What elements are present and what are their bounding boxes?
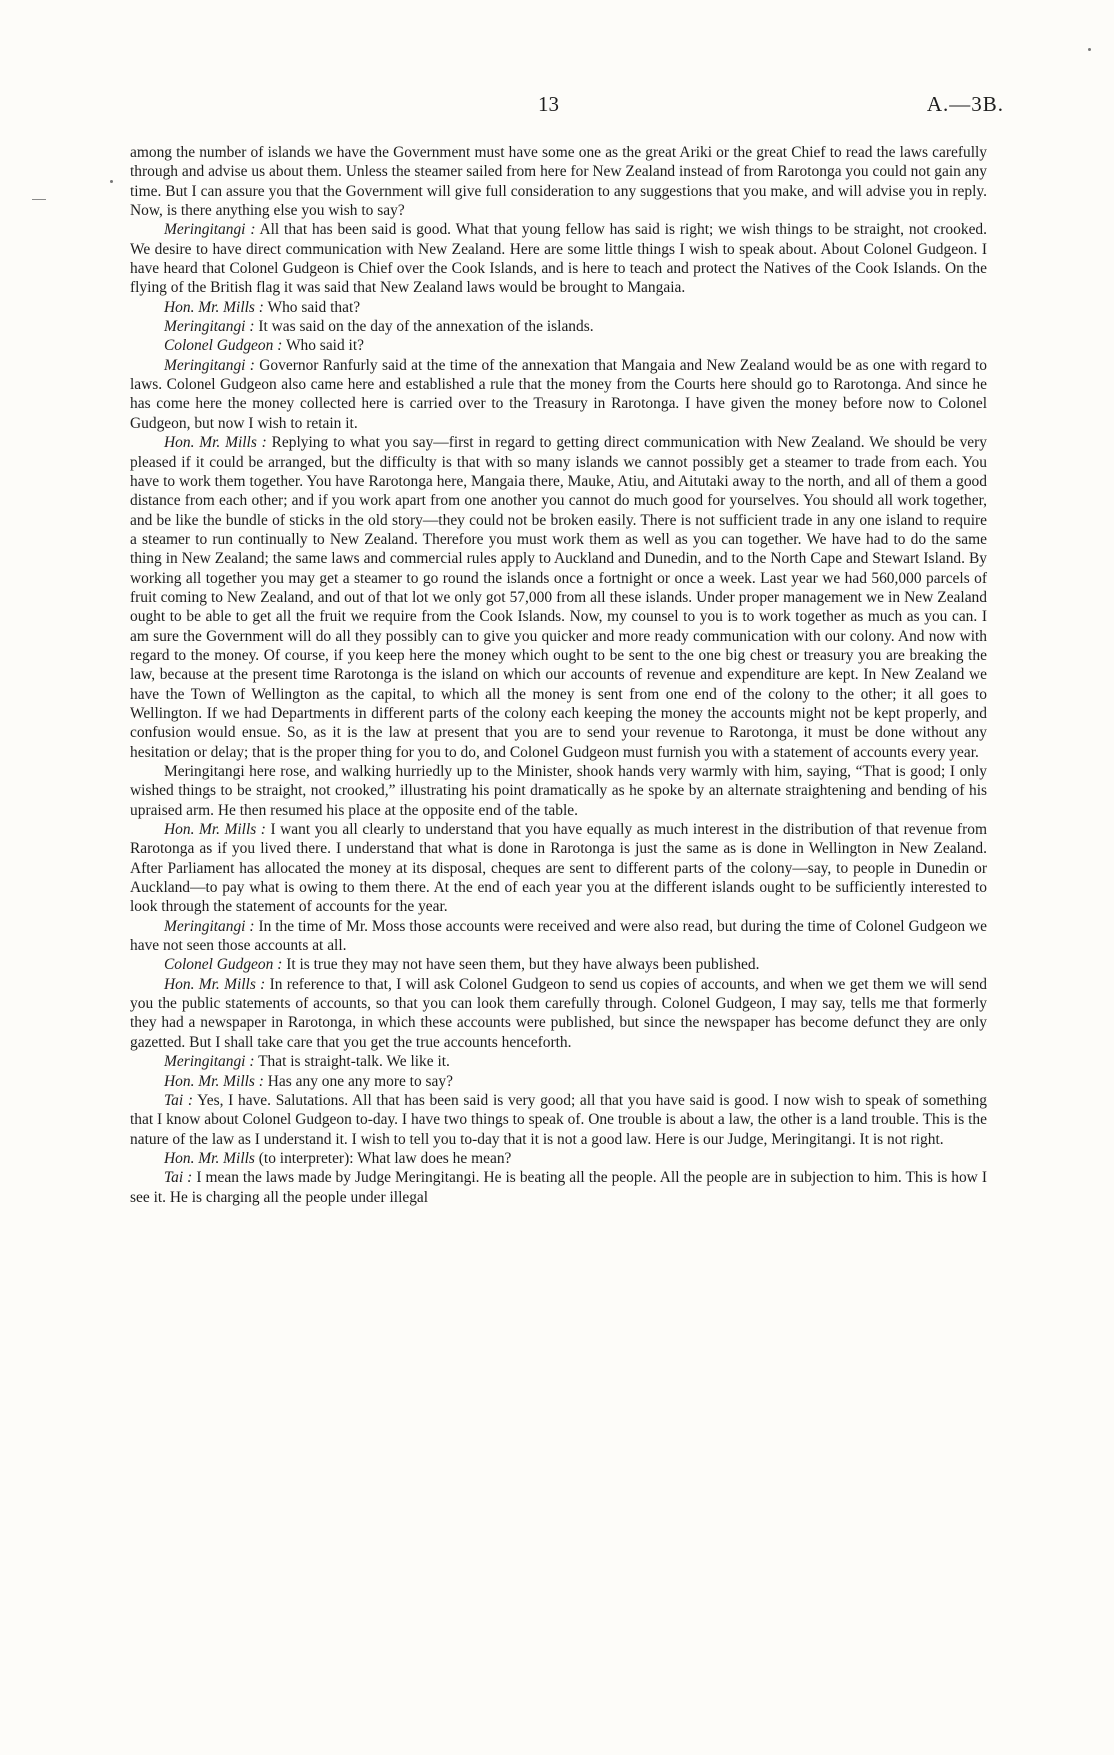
paragraph-text: (to interpreter): What law does he mean?: [258, 1149, 512, 1167]
body-text: [130, 143, 987, 1207]
paragraph-text: It was said on the day of the annexation of the islands.: [258, 318, 594, 336]
speaker-label: Hon. Mr. Mills :: [164, 821, 266, 839]
scan-speck: [110, 180, 113, 183]
paragraph-6: [130, 433, 987, 762]
paragraph-16: [130, 1168, 987, 1207]
paragraph-13: [130, 1072, 987, 1091]
paragraph-text: Replying to what you say—first in regard to getting direct communication with New Zealand. We should be very pleased if it could be arranged, but the difficulty is that with so many islands we cannot possibly get a steamer to trade from each. You have to work them together. You have Rarotonga here, Mangaia there, Mauke, Atiu, and Aitutaki away to the north, and all of them a good distance from each other; and if you work apart from one another you cannot do much good for yourselves. You should all work together, and be like the bundle of sticks in the old story—they could not be broken easily. There is not sufficient trade in any one island to require a steamer to run continually to New Zealand. Therefore you must work them as well as you can together. We have had to do the same thing in New Zealand; the same laws and commercial rules apply to Auckland and Dunedin, and to the North Cape and Stewart Island. By working all together you may get a steamer to go round the islands once a fortnight or once a week. Last year we had 560,000 parcels of fruit coming to New Zealand, and out of that lot we only got 57,000 from all these islands. Under proper management we in New Zealand ought to be able to get all the fruit we require from the Cook Islands. Now, my counsel to you is to work together as much as you can. I am sure the Government will do all they possibly can to give you quicker and more ready communication with our colony. And now with regard to the money. Of course, if you keep here the money which ought to be sent to the one big chest or treasury you are breaking the law, because at the present time Rarotonga is the island on which our accounts of revenue and expenditure are kept. In New Zealand we have the Town of Wellington as the capital, to which all the money is sent from one end of the colony to the other; it all goes to Wellington. If we had Departments in different parts of the colony each keeping the money the accounts might not be kept properly, and confusion would ensue. So, as it is the law at present that you are to send your revenue to Rarotonga, it must be done without any hesitation or delay; that is the proper thing for you to do, and Colonel Gudgeon must furnish you with a statement of accounts every year.: [130, 434, 988, 761]
paragraph-2: [130, 298, 987, 317]
speaker-label: Meringitangi :: [164, 1053, 255, 1071]
paragraph-text: among the number of islands we have the Government must have some one as the great Ariki or the great Chief to read the laws carefully through and advise us about them. Unless the steamer sailed from here for New Zealand instead of from Rarotonga you could not gain any time. But I can assure you that the Government will give full consideration to any suggestions that you make, and will advise you in reply. Now, is there anything else you wish to say?: [130, 144, 987, 220]
paragraph-text: Yes, I have. Salutations. All that has been said is very good; all that you have said is good. I now wish to speak of something that I know about Colonel Gudgeon to-day. I have two things to speak of. One trouble is about a law, the other is a land trouble. This is the nature of the law as I understand it. I wish to tell you to-day that it is not a good law. Here is our Judge, Meringitangi. It is not right.: [130, 1091, 987, 1148]
paragraph-3: [130, 317, 987, 336]
paragraph-text: Who said that?: [267, 298, 361, 316]
paragraph-11: [130, 975, 987, 1052]
speaker-label: Hon. Mr. Mills :: [164, 298, 264, 316]
paragraph-text: Has any one any more to say?: [267, 1072, 453, 1090]
paragraph-1: [130, 220, 987, 297]
paragraph-12: [130, 1052, 987, 1071]
paragraph-text: That is straight-talk. We like it.: [258, 1053, 450, 1071]
paragraph-9: [130, 917, 987, 956]
margin-mark: [32, 199, 46, 200]
paragraph-text: All that has been said is good. What that young fellow has said is right; we wish things to be straight, not crooked. We desire to have direct communication with New Zealand. Here are some little things I wish to speak about. About Colonel Gudgeon. I have heard that Colonel Gudgeon is Chief over the Cook Islands, and is here to teach and protect the Natives of the Cook Islands. On the flying of the British flag it was said that New Zealand laws would be brought to Mangaia.: [130, 221, 987, 297]
page-header: [0, 92, 1114, 122]
paragraph-10: [130, 955, 987, 974]
speaker-label: Colonel Gudgeon :: [164, 337, 283, 355]
paragraph-0: [130, 143, 987, 220]
speaker-label: Hon. Mr. Mills :: [164, 434, 267, 452]
speaker-label: Hon. Mr. Mills :: [164, 1072, 264, 1090]
paragraph-text: I mean the laws made by Judge Meringitangi. He is beating all the people. All the people are in subjection to him. This is how I see it. He is charging all the people under illegal: [130, 1169, 987, 1206]
paragraph-7: [130, 762, 987, 820]
speaker-label: Tai :: [164, 1091, 194, 1109]
speaker-label: Meringitangi :: [164, 356, 255, 374]
paragraph-text: Meringitangi here rose, and walking hurriedly up to the Minister, shook hands very warmly with him, saying, “That is good; I only wished things to be straight, not crooked,” illustrating his point dramatically as he spoke by an alternate straightening and bending of his upraised arm. He then resumed his place at the opposite end of the table.: [130, 763, 987, 819]
speaker-label: Meringitangi :: [164, 318, 255, 336]
paragraph-text: Governor Ranfurly said at the time of the annexation that Mangaia and New Zealand would be as one with regard to laws. Colonel Gudgeon also came here and established a rule that the money from the Courts here should go to Rarotonga. And since he has come here the money collected here is carried over to the Treasury in Rarotonga. I have given the money before now to Colonel Gudgeon, but now I wish to retain it.: [130, 356, 987, 432]
speaker-label: Hon. Mr. Mills: [164, 1149, 255, 1167]
paragraph-text: It is true they may not have seen them, but they have always been published.: [286, 956, 760, 974]
paragraph-14: [130, 1091, 987, 1149]
speaker-label: Tai :: [164, 1169, 193, 1187]
paragraph-text: In reference to that, I will ask Colonel Gudgeon to send us copies of accounts, and when we get them we will send you the public statements of accounts, so that you can look them carefully through. Colonel Gudgeon, I may say, tells me that formerly they had a newspaper in Rarotonga, in which these accounts were published, but since the newspaper has become defunct they are only gazetted. But I shall take care that you get the true accounts henceforth.: [130, 975, 988, 1051]
paper-reference: A.—3B.: [926, 92, 1004, 116]
speaker-label: Hon. Mr. Mills :: [164, 975, 266, 993]
speaker-label: Colonel Gudgeon :: [164, 956, 283, 974]
paragraph-4: [130, 336, 987, 355]
paragraph-text: In the time of Mr. Moss those accounts were received and were also read, but during the time of Colonel Gudgeon we have not seen those accounts at all.: [130, 917, 988, 955]
paragraph-8: [130, 820, 987, 917]
paragraph-text: Who said it?: [285, 337, 364, 355]
speaker-label: Meringitangi :: [164, 917, 255, 935]
page-number: 13: [538, 92, 559, 116]
paragraph-15: [130, 1149, 987, 1168]
speaker-label: Meringitangi :: [164, 221, 256, 239]
paragraph-5: [130, 356, 987, 433]
scan-speck: [1088, 48, 1091, 51]
paragraph-text: I want you all clearly to understand that you have equally as much interest in the distribution of that revenue from Rarotonga as if you lived there. I understand that what is done in Rarotonga is just the same as is done in Wellington in New Zealand. After Parliament has allocated the money at its disposal, cheques are sent to different parts of the colony—say, to people in Dunedin or Auckland—to pay what is owing to them there. At the end of each year you at the different islands ought to be sufficiently interested to look through the statement of accounts for the year.: [130, 821, 988, 916]
